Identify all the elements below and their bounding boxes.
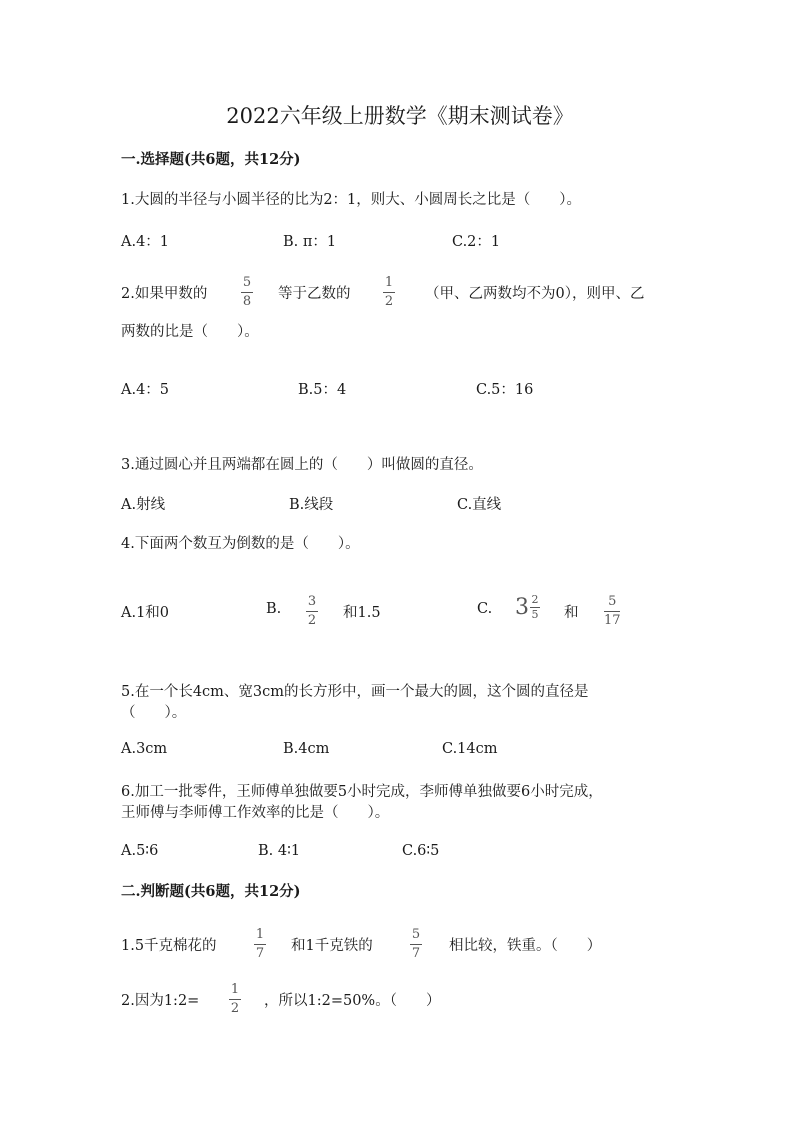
question-3-option-c: C.直线	[457, 497, 502, 513]
mixed-number-fraction	[530, 594, 540, 620]
question-4-text: 4.下面两个数互为倒数的是（ ）。	[121, 536, 360, 552]
question-2-line2: 两数的比是（ ）。	[121, 324, 259, 340]
question-1-option-c: C.2：1	[452, 234, 501, 250]
fraction-denominator: 2	[307, 613, 317, 628]
fraction-denominator: 5	[531, 608, 539, 621]
question-3-option-b: B.线段	[289, 497, 334, 513]
question-6-text: 6.加工一批零件，王师傅单独做要5小时完成，李师傅单独做要6小时完成，	[121, 784, 603, 800]
question-2-option-b: B.5：4	[298, 382, 347, 398]
fraction-denominator: 7	[255, 946, 265, 961]
judge-1-fraction-1	[254, 928, 266, 960]
page-title: 2022六年级上册数学《期末测试卷》	[226, 104, 574, 128]
question-4-option-c-and: 和	[564, 605, 579, 621]
question-2-mid: 等于乙数的	[278, 286, 351, 302]
fraction-bar	[383, 292, 395, 293]
fraction-denominator: 8	[242, 294, 252, 309]
judge-1-suffix: 相比较，铁重。（ ）	[449, 938, 602, 954]
fraction-numerator: 1	[230, 982, 240, 997]
fraction-numerator: 5	[411, 927, 421, 942]
question-5-option-b: B.4cm	[283, 741, 330, 757]
fraction-denominator: 2	[230, 1001, 240, 1016]
fraction-bar	[604, 611, 620, 612]
fraction-denominator: 7	[411, 946, 421, 961]
question-2-fraction-1	[241, 276, 253, 308]
question-4-option-a: A.1和0	[121, 605, 170, 621]
fraction-numerator: 1	[255, 927, 265, 942]
question-2-option-c: C.5：16	[476, 382, 534, 398]
section-heading-true-false: 二.判断题(共6题，共12分)	[121, 883, 301, 900]
question-4-option-c-label: C.	[477, 601, 493, 617]
fraction-bar	[254, 944, 266, 945]
question-2-prefix: 2.如果甲数的	[121, 286, 208, 302]
fraction-numerator: 2	[531, 593, 539, 606]
fraction-numerator: 5	[242, 275, 252, 290]
judge-1-prefix: 1.5千克棉花的	[121, 938, 217, 954]
question-6-line2: 王师傅与李师傅工作效率的比是（ ）。	[121, 805, 390, 821]
judge-1-mid: 和1千克铁的	[291, 938, 373, 954]
question-4-option-c-mixed-number	[515, 594, 540, 620]
judge-2-suffix: ，所以1:2=50%。（ ）	[264, 993, 441, 1009]
judge-1-fraction-2	[410, 928, 422, 960]
judge-2-fraction	[229, 983, 241, 1015]
question-5-option-c: C.14cm	[442, 741, 498, 757]
question-2-fraction-2	[383, 276, 395, 308]
question-1-text: 1.大圆的半径与小圆半径的比为2：1，则大、小圆周长之比是（ ）。	[121, 192, 582, 208]
question-3-text: 3.通过圆心并且两端都在圆上的（ ）叫做圆的直径。	[121, 457, 483, 473]
fraction-numerator: 3	[307, 594, 317, 609]
question-6-option-a: A.5∶6	[121, 843, 159, 859]
fraction-bar	[229, 999, 241, 1000]
fraction-bar	[306, 611, 318, 612]
question-4-option-b-label: B.	[266, 601, 282, 617]
mixed-number-whole: 3	[515, 594, 529, 620]
fraction-denominator: 17	[604, 613, 621, 628]
question-1-option-a: A.4：1	[121, 234, 170, 250]
fraction-bar	[241, 292, 253, 293]
section-heading-choice: 一.选择题(共6题，共12分)	[121, 151, 301, 168]
question-1-option-b: B. π：1	[283, 234, 337, 250]
fraction-denominator: 2	[384, 294, 394, 309]
question-2-suffix: （甲、乙两数均不为0），则甲、乙	[425, 286, 645, 302]
fraction-numerator: 1	[384, 275, 394, 290]
question-2-option-a: A.4：5	[121, 382, 170, 398]
question-6-option-c: C.6∶5	[402, 843, 440, 859]
judge-2-prefix: 2.因为1:2=	[121, 993, 200, 1009]
fraction-numerator: 5	[608, 594, 617, 609]
question-5-option-a: A.3cm	[121, 741, 168, 757]
question-3-option-a: A.射线	[121, 497, 166, 513]
question-6-option-b: B. 4∶1	[258, 843, 301, 859]
question-4-option-c-fraction	[604, 595, 621, 627]
fraction-bar	[410, 944, 422, 945]
question-5-text: 5.在一个长4cm、宽3cm的长方形中，画一个最大的圆，这个圆的直径是	[121, 684, 589, 700]
question-4-option-b-fraction	[306, 595, 318, 627]
question-5-line2: （ ）。	[121, 705, 187, 721]
question-4-option-b-suffix: 和1.5	[343, 605, 381, 621]
